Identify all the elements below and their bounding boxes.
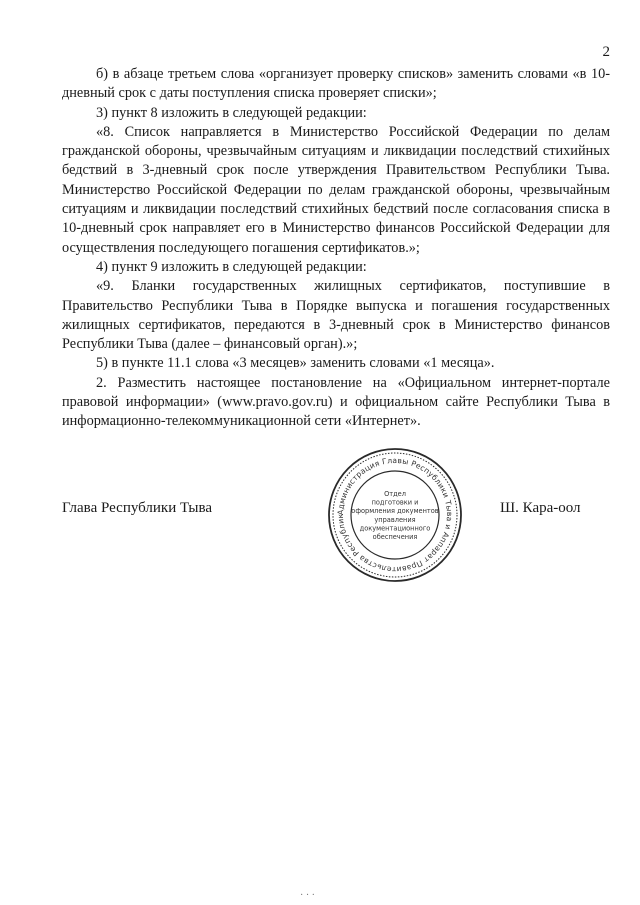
paragraph-2: 3) пункт 8 изложить в следующей редакции:	[96, 104, 367, 121]
page-number: 2	[602, 44, 610, 60]
seal-center-line: подготовки и	[371, 498, 419, 507]
paragraph-7: 2. Разместить настоящее постановление на «Официальном интернет-портале правовой информации» (www.pravo.gov.ru) и официальном сайте Республики Тыва в информационно-телекоммуникационной сети «Интернет».	[62, 374, 610, 430]
paragraph-5: «9. Бланки государственных жилищных сертификатов, поступившие в Правительство Республики Тыва в Порядке выпуска и погашения государственных жилищных сертификатов, передаются в 3-дневный срок в Министерство финансов Республики Тыва (далее – финансовый орган).»;	[62, 278, 610, 353]
official-stamp	[326, 446, 464, 584]
document-body	[62, 65, 610, 432]
seal-center-line: обеспечения	[372, 533, 418, 541]
seal-ring-text: Администрация Главы Республики Тыва и Аппарат Правительства Республик	[335, 455, 455, 575]
seal-center-line: документационного	[359, 524, 431, 533]
seal-center-line: управления	[374, 515, 416, 524]
paragraph-6: 5) в пункте 11.1 слова «3 месяцев» заменить словами «1 месяца».	[96, 355, 495, 372]
signatory-position: Глава Республики Тыва	[62, 500, 213, 516]
paragraph-1: б) в абзаце третьем слова «организует проверку списков» заменить словами «в 10-дневный срок с даты поступления списка проверяет списки»;	[62, 66, 610, 102]
paragraph-4: 4) пункт 9 изложить в следующей редакции:	[96, 258, 367, 275]
paragraph-3: «8. Список направляется в Министерство Российской Федерации по делам гражданской обороны, чрезвычайным ситуациям и ликвидации последствий стихийных бедствий в 3-дневный срок после утверждения Правительством Республики Тыва. Министерство Российской Федерации по делам гражданской обороны, чрезвычайным ситуациям и ликвидации последствий стихийных бедствий после согласования списка в 10-дневный срок направляет его в Министерство финансов Российской Федерации для осуществления последующего погашения сертификатов.»;	[62, 123, 610, 256]
seal-center-line: оформления документов	[351, 507, 439, 516]
footer-marks: · · ·	[300, 890, 315, 901]
seal-center-line: Отдел	[384, 490, 406, 498]
signatory-name: Ш. Кара-оол	[500, 500, 581, 516]
